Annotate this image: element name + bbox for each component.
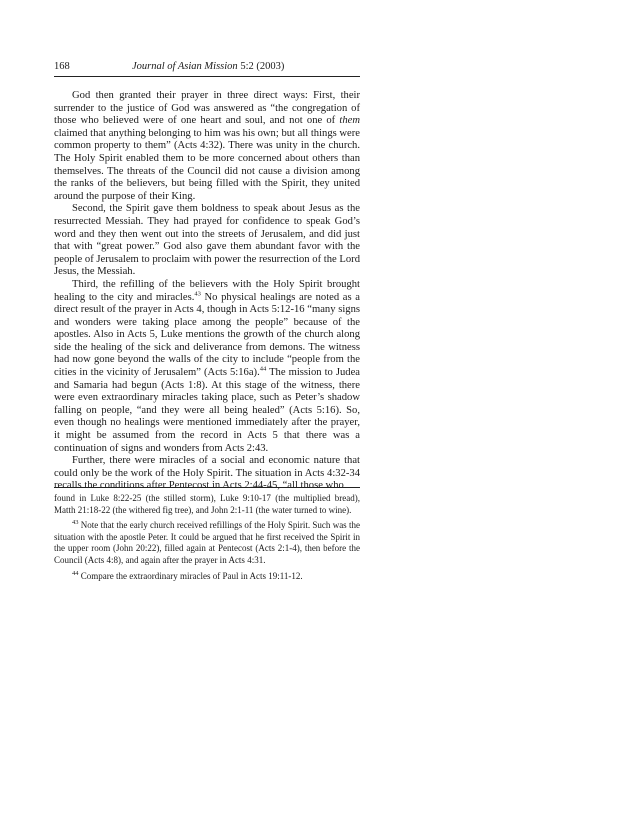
footnotes: [54, 493, 360, 586]
footnote-43: [54, 520, 360, 566]
footnote-44-text: Compare the extraordinary miracles of Paul in Acts 19:11-12.: [78, 570, 303, 581]
paragraph-3: [54, 279, 360, 455]
paragraph-1-text-b: claimed that anything belonging to him was his own; but all things were common property to them” (Acts 4:32). There was unity in the church. The Holy Spirit enabled them to be more concerned about others than themselves. The threats of the Council did not cause a division among the ranks of the believers, but being filled with the Spirit, they united around the purpose of their King.: [54, 127, 360, 202]
footnote-ref-43[interactable]: 43: [194, 289, 201, 297]
paragraph-1: [54, 90, 360, 203]
footnote-rule: [54, 487, 360, 488]
footnote-ref-44[interactable]: 44: [259, 365, 267, 373]
main-text: [54, 90, 360, 493]
paragraph-3-text-c: The mission to Judea and Samaria had begun (Acts 1:8). At this stage of the witness, there were even extraordinary miracles taking place, such as Peter’s shadow falling on people, “and they were all being healed” (Acts 5:16). So, even though no healings were mentioned immediately after the prayer, it might be assumed from the record in Acts 5 that there was a continuation of signs and wonders from Acts 2:43.: [54, 367, 360, 454]
paragraph-2: Second, the Spirit gave them boldness to speak about Jesus as the resurrected Messiah. They had prayed for confidence to speak God’s word and they then went out into the streets of Jerusalem, and did just that with “great power.” God also gave them abundant favor with the people of Jerusalem to proclaim with power the resurrection of the Lord Jesus, the Messiah.: [54, 203, 360, 278]
footnote-number-44: 44: [72, 569, 79, 577]
footnote-continuation: found in Luke 8:22-25 (the stilled storm), Luke 9:10-17 (the multiplied bread), Matth 21:18-22 (the withered fig tree), and John 2:1-11 (the water turned to wine).: [54, 493, 360, 515]
journal-title: Journal of Asian Mission: [132, 61, 238, 72]
volume-info: 5:2 (2003): [237, 61, 285, 72]
header-rule: [54, 76, 360, 77]
paragraph-4: Further, there were miracles of a social and economic nature that could only be the work of the Holy Spirit. The situation in Acts 4:32-34 recalls the conditions after Pentecost in Acts 2:44-45, “all those who: [54, 455, 360, 492]
journal-citation: [132, 60, 284, 74]
paragraph-1-text-a: God then granted their prayer in three direct ways: First, their surrender to the justice of God was answered as “the congregation of those who believed were of one heart and soul, and not one of: [54, 90, 360, 127]
page-number: 168: [54, 61, 70, 72]
paragraph-3-text-b: No physical healings are noted as a direct result of the prayer in Acts 4, though in Acts 5:12-16 “many signs and wonders were taking place among the people” because of the apostles. Also in Acts 5, Luke mentions the growth of the church along side the healing of the sick and deliverance from demons. The witness had now gone beyond the walls of the city to include “people from the cities in the vicinity of Jerusalem” (Acts 5:16a).: [54, 291, 360, 379]
paragraph-3-text-a: Third, the refilling of the believers with the Holy Spirit brought healing to the city and miracles.: [54, 278, 360, 303]
footnote-43-text: Note that the early church received refillings of the Holy Spirit. Such was the situation with the apostle Peter. It could be argued that he first received the Spirit in the upper room (John 20:22), filled again at Pentecost (Acts 2:1-4), then before the Council (Acts 4:8), and again after the prayer in Acts 4:31.: [54, 520, 360, 565]
footnote-44: [54, 571, 360, 583]
footnote-number-43: 43: [72, 519, 79, 527]
emphasis-them: them: [339, 115, 360, 127]
